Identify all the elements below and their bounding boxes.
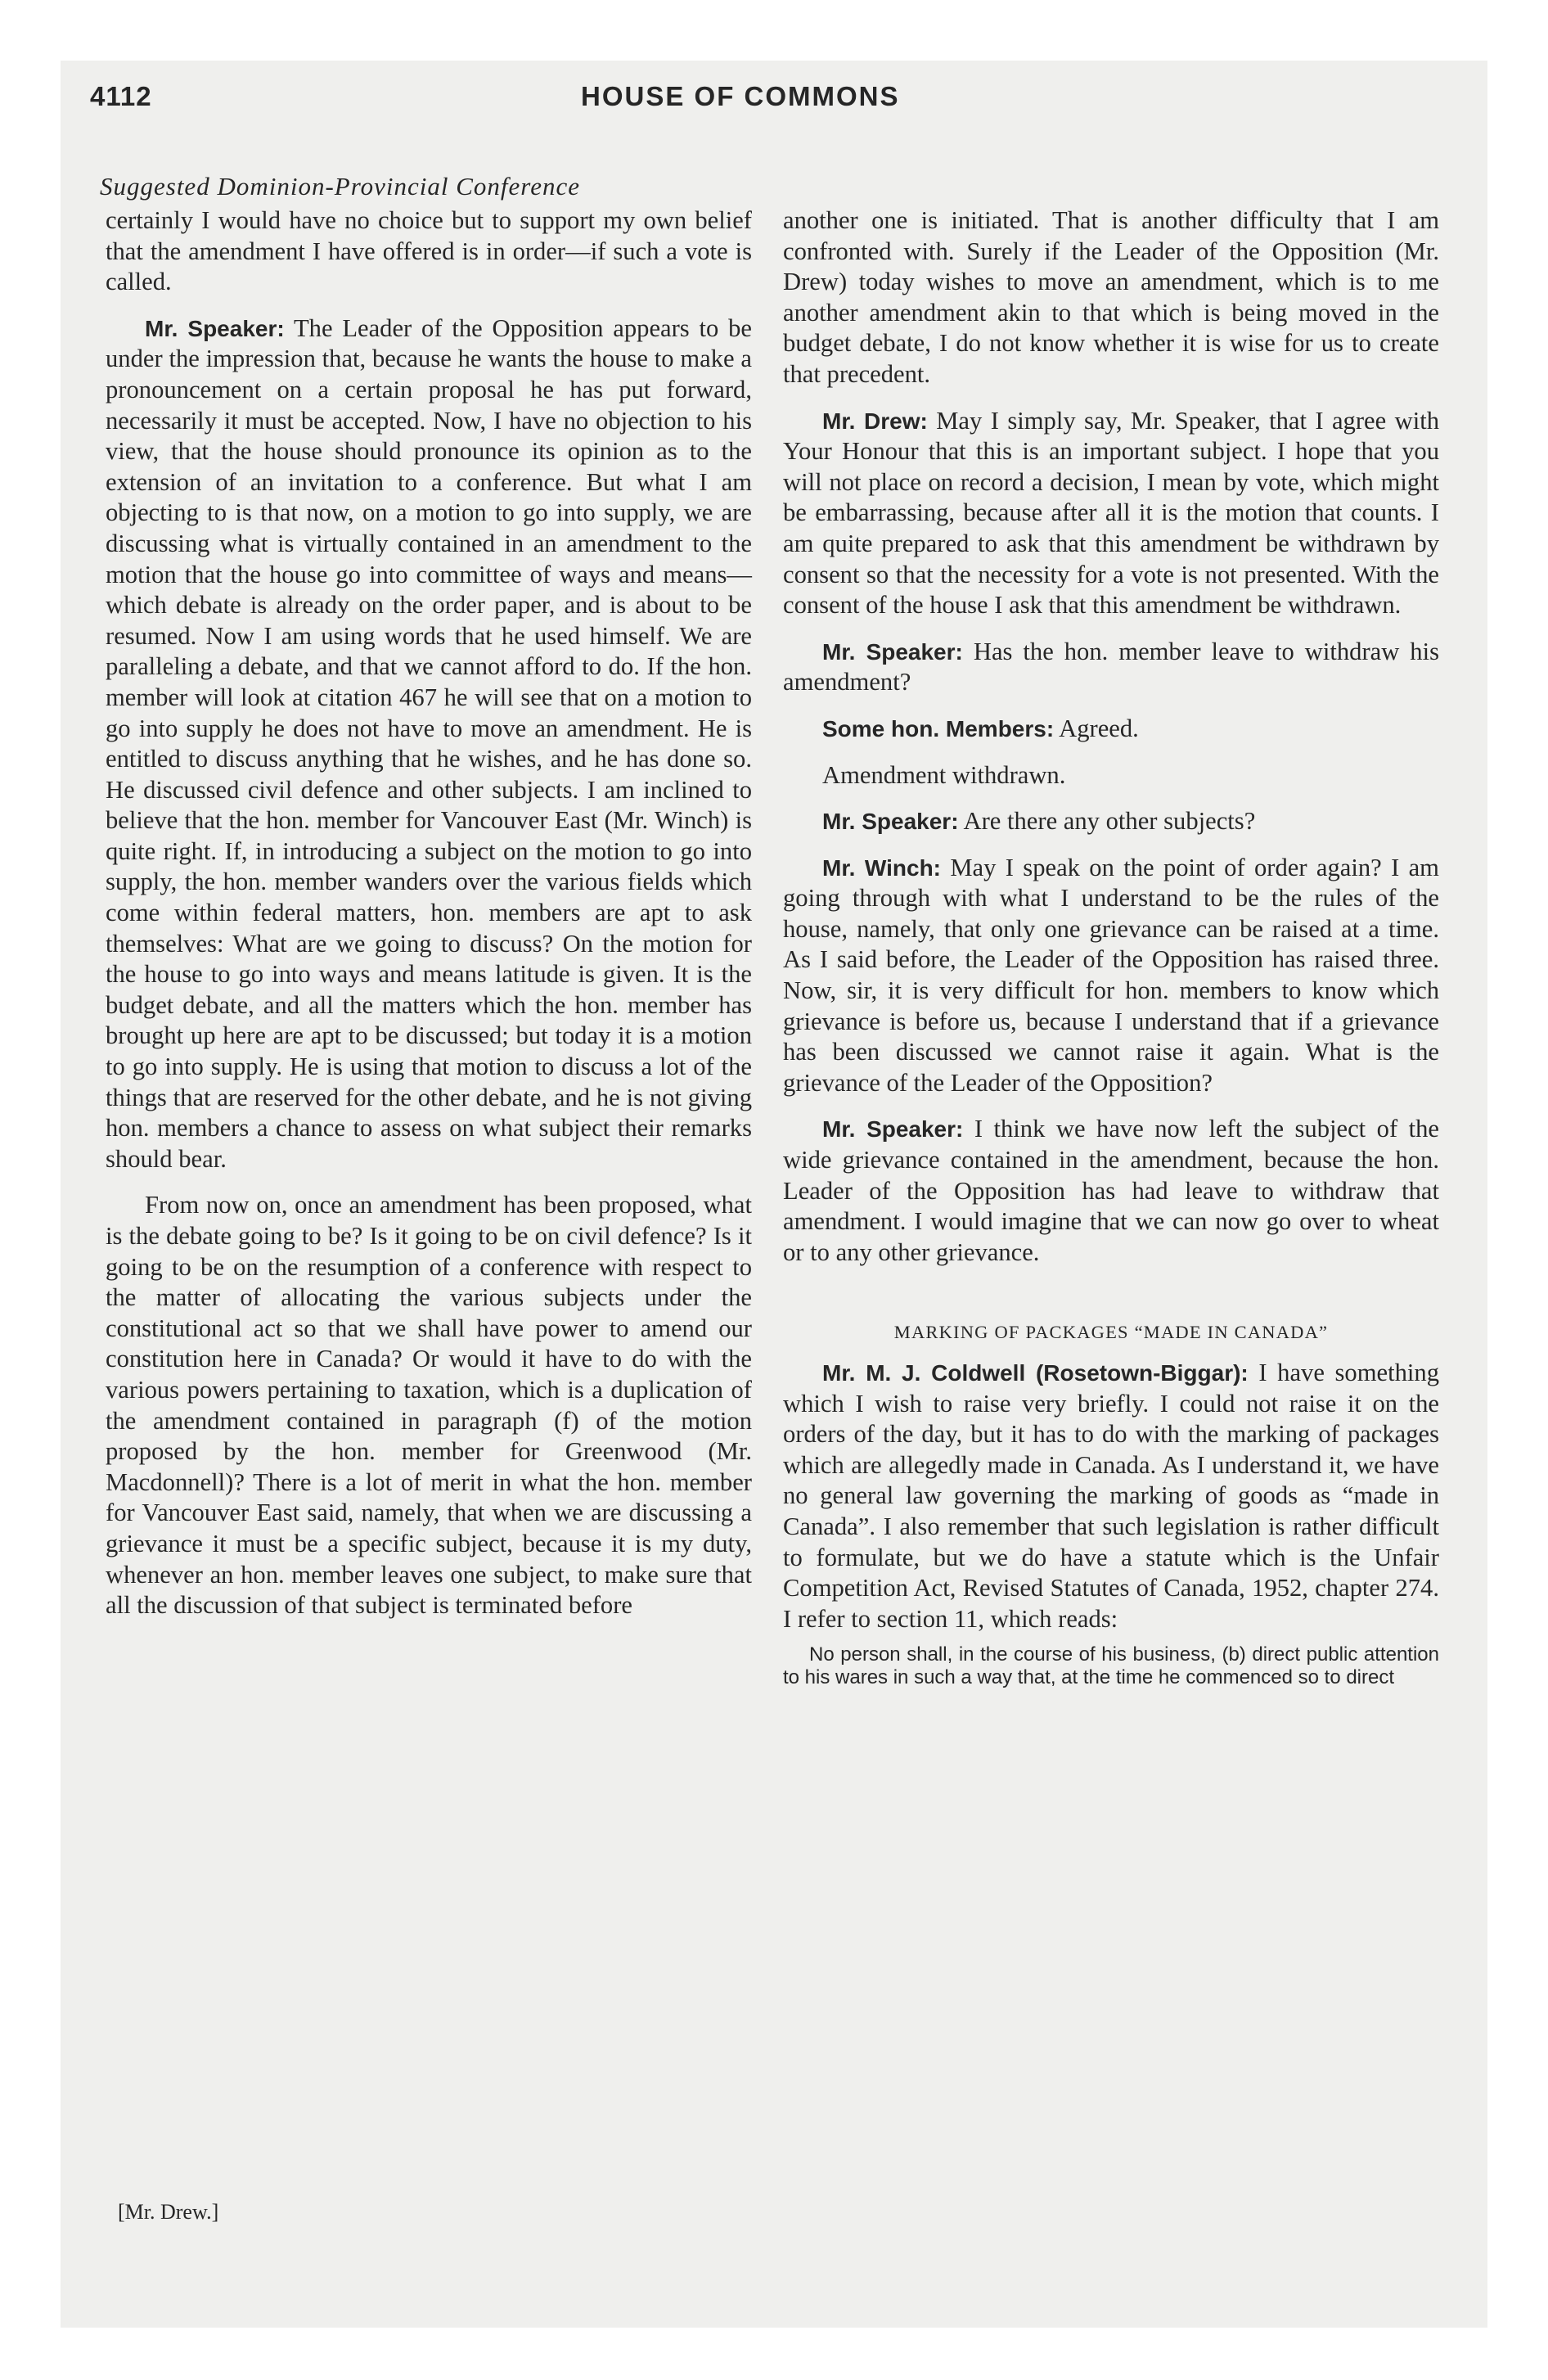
speech-text: I have something which I wish to raise very briefly. I could not raise it on the orders of the day, but it has to do with the marking of packages which are allegedly made in Canada. As I understand it, we have no general law governing the marking of goods as “made in Canada”. I also remember that such legislation is rather difficult to formulate, but we do have a statute which is the Unfair Competition Act, Revised Statutes of Canada, 1952, chapter 274. I refer to section 11, which reads: [783, 1359, 1439, 1633]
running-head: HOUSE OF COMMONS [581, 81, 900, 111]
speaker-name: Mr. Speaker: [822, 1116, 964, 1143]
statute-quotation [783, 1643, 1439, 1689]
paragraph [783, 853, 1439, 1099]
page-header [90, 81, 1487, 127]
speaker-name: Mr. Winch: [822, 854, 941, 881]
section-heading: MARKING OF PACKAGES “MADE IN CANADA” [893, 1322, 1329, 1343]
right-column [783, 205, 1439, 1689]
page-number: 4112 [90, 81, 152, 111]
paragraph: another one is initiated. That is another difficulty that I am confronted with. Surely if the Leader of the Opposition (Mr. Drew) today wishes to move an amendment, which is to me another amendment akin to that which is being moved in the budget debate, I do not know whether it is wise for us to create that precedent. [783, 206, 1439, 388]
speech-text: The Leader of the Opposition appears to be under the impression that, because he wants the house to make a pronouncement on a certain proposal he has put forward, necessarily it must be accepted. Now, I have no objection to his view, that the house should pronounce its opinion as to the extension of an invitation to a conference. But what I am objecting to is that now, on a motion to go into supply, we are discussing what is virtually contained in an amendment to the motion that the house go into committee of ways and means—which debate is already on the order paper, and is about to be resumed. Now I am using words that he used himself. We are paralleling a debate, and that we cannot afford to do. If the hon. member will look at citation 467 he will see that on a motion to go into supply he does not have to move an amendment. He is entitled to discuss anything that he wishes, and he has done so. He discussed civil defence and other subjects. I am inclined to believe that the hon. member for Vancouver East (Mr. Winch) is quite right. If, in introducing a subject on the motion to go into supply, the hon. member wanders over the various fields which come within federal matters, hon. members are apt to ask themselves: What are we going to discuss? On the motion for the house to go into ways and means latitude is given. It is the budget debate, and all the matters which the hon. member has brought up here are apt to be discussed; but today it is a motion to go into supply. He is using that motion to discuss a lot of the things that are reserved for the other debate, and he is not giving hon. members a chance to assess on what subject their remarks should bear. [106, 313, 752, 1173]
paragraph: Amendment withdrawn. [822, 760, 1066, 789]
paragraph [783, 406, 1439, 621]
speech-text: May I simply say, Mr. Speaker, that I agree with Your Honour that this is an important subject. I hope that you will not place on record a decision, I mean by vote, which might be embarrassing, because after all it is the motion that counts. I am quite prepared to ask that this amendment be withdrawn by consent so that the necessity for a vote is not presented. With the consent of the house I ask that this amendment be withdrawn. [783, 406, 1440, 620]
subject-heading: Suggested Dominion-Provincial Conference [100, 172, 580, 201]
footer-attribution: [Mr. Drew.] [118, 2200, 219, 2224]
paragraph [106, 313, 752, 1175]
speaker-name: Mr. Speaker: [822, 638, 963, 665]
speaker-name: Mr. Speaker: [822, 809, 959, 835]
speech-text: Are there any other subjects? [963, 807, 1256, 836]
paragraph [783, 1114, 1439, 1268]
paragraph [783, 806, 1439, 837]
speech-text: I think we have now left the subject of the wide grievance contained in the amendment, because the hon. Leader of the Opposition has had leave to withdraw that amendment. I would imagine that we can now go over to wheat or to any other grievance. [783, 1115, 1439, 1266]
speaker-name: Mr. Speaker: [145, 315, 285, 341]
paragraph [783, 637, 1439, 698]
paragraph [783, 1358, 1439, 1634]
speaker-name: Mr. Drew: [822, 408, 928, 434]
speech-text: May I speak on the point of order again? I am going through with what I understand to be the rules of the house, namely, that only one grievance can be raised at a time. As I said before, the Leader of the Opposition has raised three. Now, sir, it is very difficult for hon. members to know which grievance is before us, because I understand that if a grievance has been discussed we cannot raise it again. What is the grievance of the Leader of the Opposition? [783, 853, 1439, 1097]
quotation-text: No person shall, in the course of his business, (b) direct public attention to his wares in such a way that, at the time he commenced so to direct [783, 1643, 1439, 1689]
paragraph [783, 714, 1439, 745]
left-column [106, 205, 752, 1637]
paragraph: certainly I would have no choice but to support my own belief that the amendment I have offered is in order—if such a vote is called. [106, 206, 752, 296]
speech-text: Agreed. [1059, 714, 1139, 742]
speaker-name: Mr. M. J. Coldwell (Rosetown-Biggar): [822, 1360, 1249, 1386]
paragraph: From now on, once an amendment has been proposed, what is the debate going to be? Is it going to be on civil defence? Is it going to be on the resumption of a conference with respect to the matter of allocating the various subjects under the constitutional act so that we shall have power to amend our constitution here in Canada? Or would it have to do with the various powers pertaining to taxation, which is a duplication of the amendment contained in paragraph (f) of the motion proposed by the hon. member for Greenwood (Mr. Macdonnell)? There is a lot of merit in what the hon. member for Vancouver East said, namely, that when we are discussing a grievance it must be a specific subject, because it is my duty, whenever an hon. member leaves one subject, to make sure that all the discussion of that subject is terminated before [106, 1191, 752, 1620]
speech-text: Has the hon. member leave to withdraw his amendment? [783, 637, 1439, 696]
speaker-name: Some hon. Members: [822, 715, 1055, 741]
